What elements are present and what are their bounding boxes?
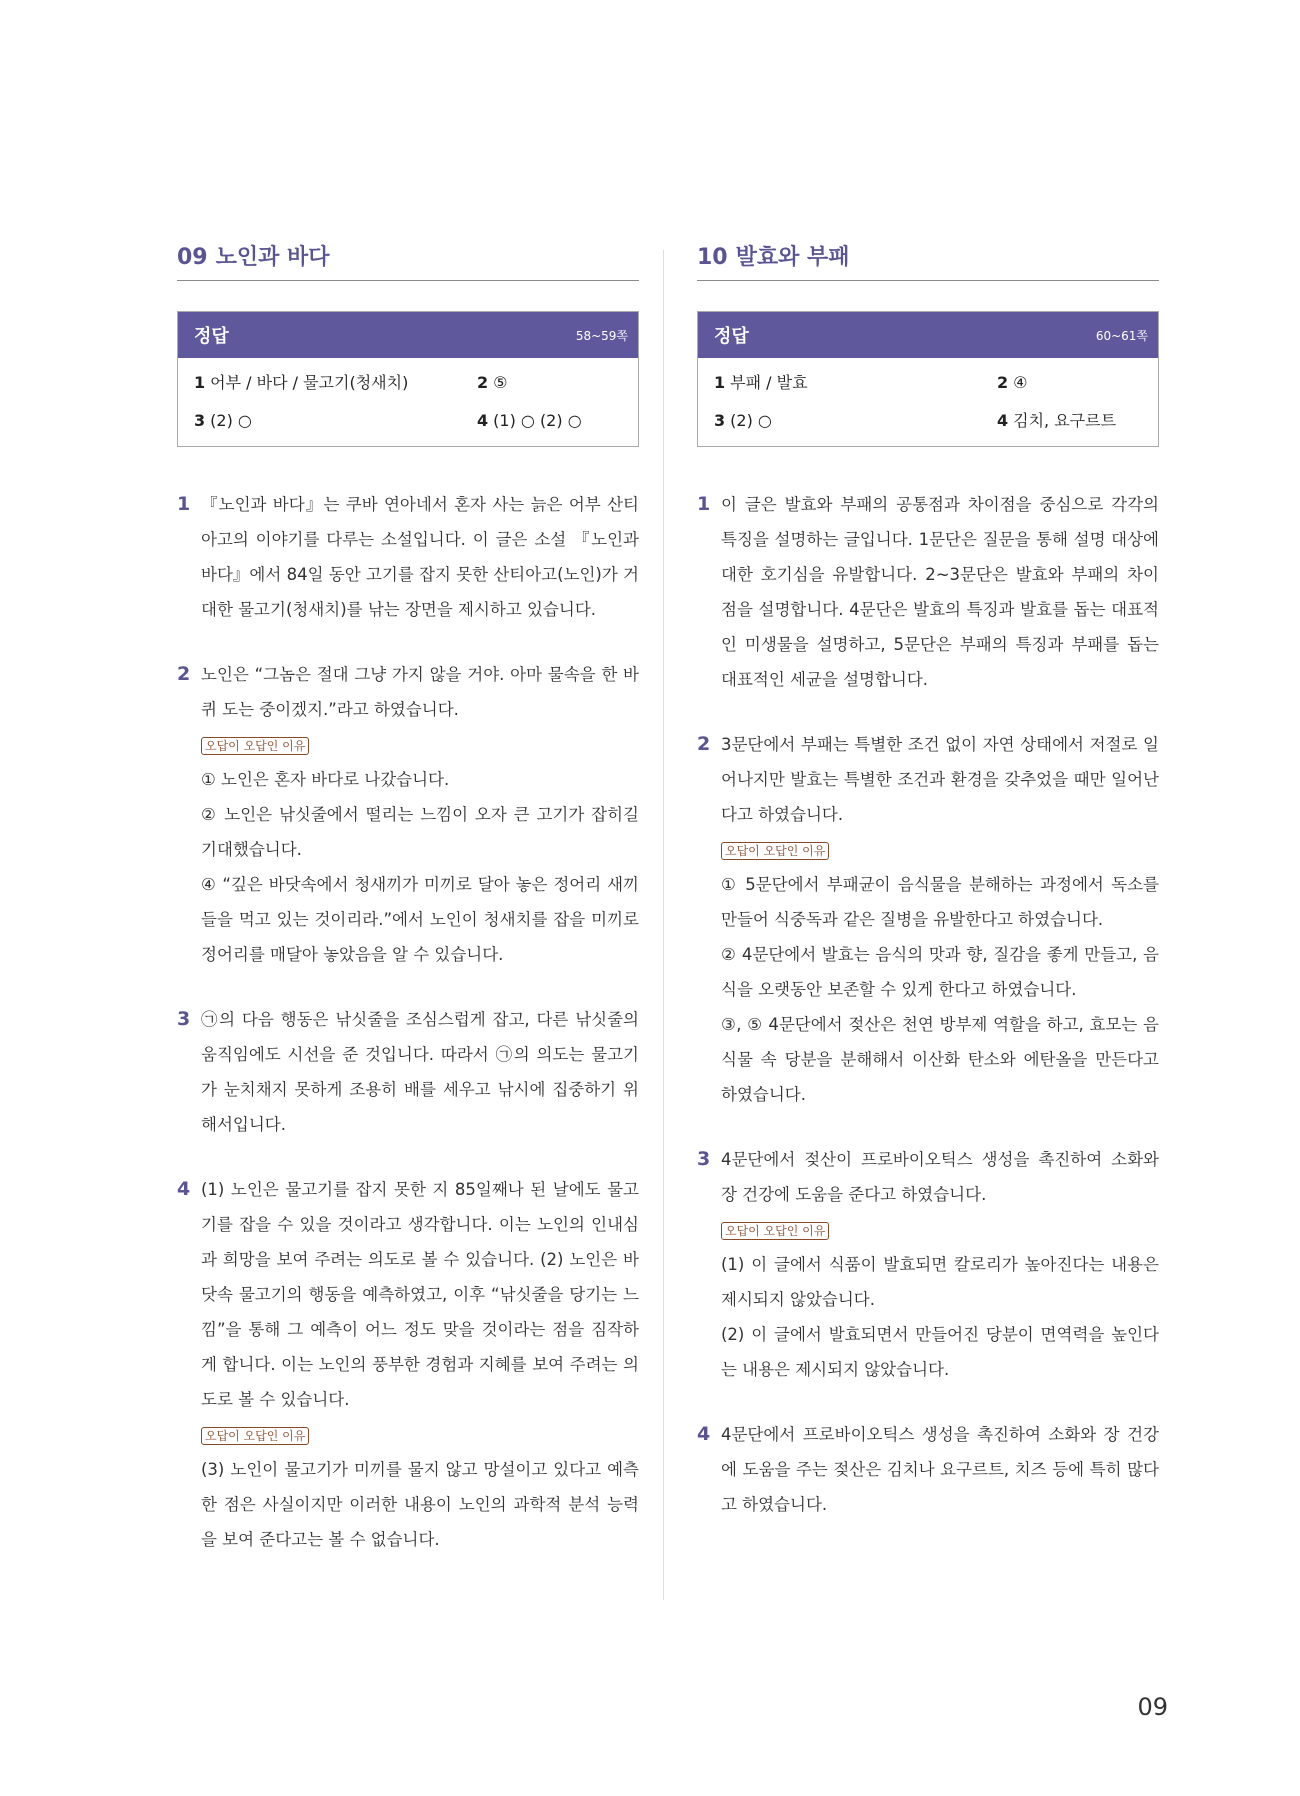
reason-item: (3) 노인이 물고기가 미끼를 물지 않고 망설이고 있다고 예측한 점은 사실이지만 이러한 내용이 노인의 과학적 분석 능력을 보여 준다고는 볼 수 없습니다. [201, 1460, 639, 1549]
answer-item: 3 (2) ○ [714, 411, 772, 430]
section-09 [177, 244, 639, 1587]
explanation-4: 4 (1) 노인은 물고기를 잡지 못한 지 85일째나 된 날에도 물고기를 잡을 수 있을 것이라고 생각합니다. 이는 노인의 인내심과 희망을 보여 주려는 의도로 볼 수 있습니다. (2) 노인은 바닷속 물고기의 행동을 예측하였고, 이후 “낚싯줄을 당기는 느낌”을 통해 그 예측이 어느 정도 맞을 것이라는 점을 짐작하게 합니다. 이는 노인의 풍부한 경험과 지혜를 보여 주려는 의도로 볼 수 있습니다. 오답이 오답인 이유 (3) 노인이 물고기가 미끼를 물지 않고 망설이고 있다고 예측한 점은 사실이지만 이러한 내용이 노인의 과학적 분석 능력을 보여 준다고는 볼 수 없습니다. [177, 1172, 639, 1557]
answer-label: 정답 [194, 326, 229, 347]
reason-item: ① 노인은 혼자 바다로 나갔습니다. [201, 770, 450, 789]
explanation-3: 3 4문단에서 젖산이 프로바이오틱스 생성을 촉진하여 소화와 장 건강에 도움을 준다고 하였습니다. 오답이 오답인 이유 (1) 이 글에서 식품이 발효되면 칼로리가 높아진다는 내용은 제시되지 않았습니다. (2) 이 글에서 발효되면서 만들어진 당분이 면역력을 높인다는 내용은 제시되지 않았습니다. [697, 1142, 1159, 1387]
answer-box [697, 311, 1159, 447]
section-title: 10 발효와 부패 [697, 244, 1159, 281]
wrong-answer-reason-tag: 오답이 오답인 이유 [201, 737, 309, 755]
reason-item: ③, ⑤ 4문단에서 젖산은 천연 방부제 역할을 하고, 효모는 음식물 속 당분을 분해해서 이산화 탄소와 에탄올을 만든다고 하였습니다. [721, 1015, 1159, 1104]
answer-grid [178, 358, 638, 446]
answer-label: 정답 [714, 326, 749, 347]
section-title: 09 노인과 바다 [177, 244, 639, 281]
reason-item: ① 5문단에서 부패균이 음식물을 분해하는 과정에서 독소를 만들어 식중독과 같은 질병을 유발한다고 하였습니다. [721, 875, 1159, 929]
explanation-4: 4 4문단에서 프로바이오틱스 생성을 촉진하여 소화와 장 건강에 도움을 주는 젖산은 김치나 요구르트, 치즈 등에 특히 많다고 하였습니다. [697, 1423, 1159, 1514]
reason-item: ② 노인은 낚싯줄에서 떨리는 느낌이 오자 큰 고기가 잡히길 기대했습니다. [201, 805, 639, 859]
answer-item: 1 부패 / 발효 [714, 373, 808, 392]
reason-item: (1) 이 글에서 식품이 발효되면 칼로리가 높아진다는 내용은 제시되지 않았습니다. [721, 1255, 1159, 1309]
page-range: 58~59쪽 [575, 328, 628, 343]
reason-item: ② 4문단에서 발효는 음식의 맛과 향, 질감을 좋게 만들고, 음식을 오랫동안 보존할 수 있게 한다고 하였습니다. [721, 945, 1159, 999]
answer-header [178, 312, 638, 358]
answer-item: 4 (1) ○ (2) ○ [477, 411, 582, 430]
answer-item: 3 (2) ○ [194, 411, 252, 430]
explanations [697, 487, 1159, 1522]
wrong-answer-reason-tag: 오답이 오답인 이유 [201, 1427, 309, 1445]
reason-item: ④ “깊은 바닷속에서 청새끼가 미끼로 달아 놓은 정어리 새끼들을 먹고 있는 것이리라.”에서 노인이 청새치를 잡을 미끼로 정어리를 매달아 놓았음을 알 수 있습니다. [201, 875, 639, 964]
answer-item: 2 ④ [997, 373, 1028, 392]
answer-item: 1 어부 / 바다 / 물고기(청새치) [194, 373, 409, 392]
answer-box [177, 311, 639, 447]
explanation-2: 2 노인은 “그놈은 절대 그냥 가지 않을 거야. 아마 물속을 한 바퀴 도는 중이겠지.”라고 하였습니다. 오답이 오답인 이유 ① 노인은 혼자 바다로 나갔습니다. ② 노인은 낚싯줄에서 떨리는 느낌이 오자 큰 고기가 잡히길 기대했습니다. ④ “깊은 바닷속에서 청새끼가 미끼로 달아 놓은 정어리 새끼들을 먹고 있는 것이리라.”에서 노인이 청새치를 잡을 미끼로 정어리를 매달아 놓았음을 알 수 있습니다. [177, 657, 639, 972]
answer-item: 4 김치, 요구르트 [997, 411, 1117, 430]
answer-header [698, 312, 1158, 358]
reason-item: (2) 이 글에서 발효되면서 만들어진 당분이 면역력을 높인다는 내용은 제시되지 않았습니다. [721, 1325, 1159, 1379]
wrong-answer-reason-tag: 오답이 오답인 이유 [721, 842, 829, 860]
answer-item: 2 ⑤ [477, 373, 508, 392]
explanation-2: 2 3문단에서 부패는 특별한 조건 없이 자연 상태에서 저절로 일어나지만 발효는 특별한 조건과 환경을 갖추었을 때만 일어난다고 하였습니다. 오답이 오답인 이유 ① 5문단에서 부패균이 음식물을 분해하는 과정에서 독소를 만들어 식중독과 같은 질병을 유발한다고 하였습니다. ② 4문단에서 발효는 음식의 맛과 향, 질감을 좋게 만들고, 음식을 오랫동안 보존할 수 있게 한다고 하였습니다. ③, ⑤ 4문단에서 젖산은 천연 방부제 역할을 하고, 효모는 음식물 속 당분을 분해해서 이산화 탄소와 에탄올을 만든다고 하였습니다. [697, 727, 1159, 1112]
page-number: 09 [1137, 1693, 1168, 1721]
section-10 [697, 244, 1159, 1552]
explanation-1: 1 이 글은 발효와 부패의 공통점과 차이점을 중심으로 각각의 특징을 설명하는 글입니다. 1문단은 질문을 통해 설명 대상에 대한 호기심을 유발합니다. 2~3문단은 발효와 부패의 차이점을 설명합니다. 4문단은 발효의 특징과 발효를 돕는 대표적인 미생물을 설명하고, 5문단은 부패의 특징과 부패를 돕는 대표적인 세균을 설명합니다. [697, 493, 1159, 689]
column-divider [663, 250, 664, 1600]
explanation-1: 1 『노인과 바다』는 쿠바 연아네서 혼자 사는 늙은 어부 산티아고의 이야기를 다루는 소설입니다. 이 글은 소설 『노인과 바다』에서 84일 동안 고기를 잡지 못한 산티아고(노인)가 거대한 물고기(청새치)를 낚는 장면을 제시하고 있습니다. [177, 493, 639, 619]
explanations [177, 487, 639, 1557]
page-range: 60~61쪽 [1095, 328, 1148, 343]
explanation-3: 3 ㉠의 다음 행동은 낚싯줄을 조심스럽게 잡고, 다른 낚싯줄의 움직임에도 시선을 준 것입니다. 따라서 ㉠의 의도는 물고기가 눈치채지 못하게 조용히 배를 세우고 낚시에 집중하기 위해서입니다. [177, 1008, 639, 1134]
answer-grid [698, 358, 1158, 446]
wrong-answer-reason-tag: 오답이 오답인 이유 [721, 1222, 829, 1240]
